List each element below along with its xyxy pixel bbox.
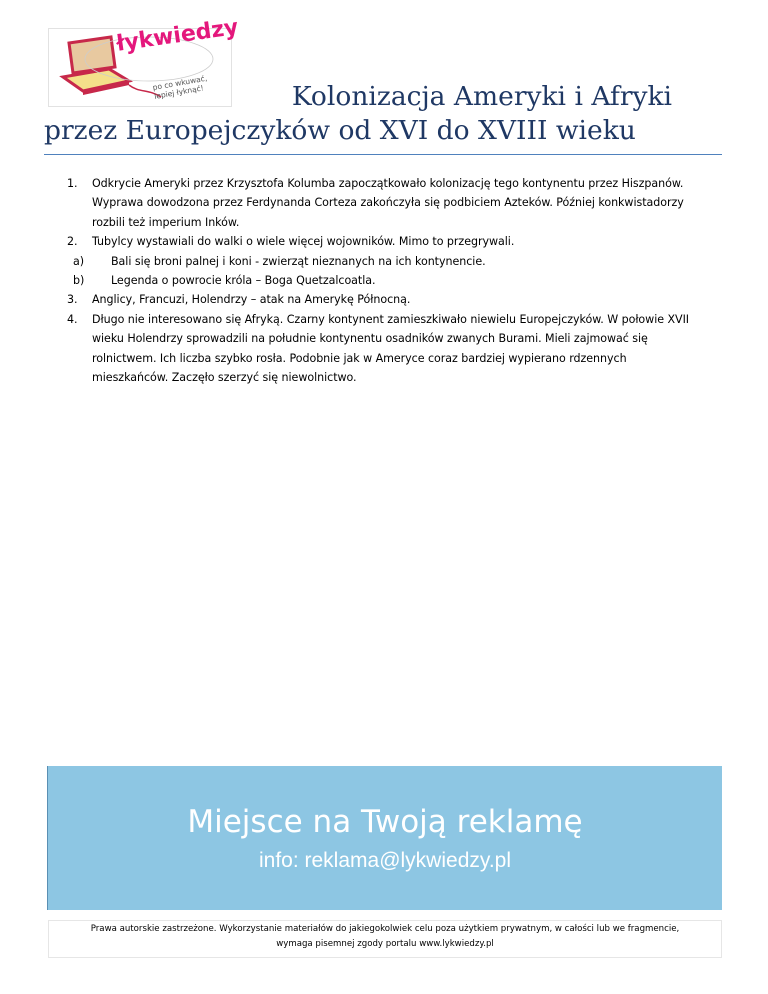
logo-slogan: po co wkuwać, lepiej łyknąć! [151, 73, 208, 101]
list-item: 4. Długo nie interesowano się Afryką. Czarny kontynent zamieszkiwało niewielu Europejczyków. W połowie XVII wieku Holendrzy sprowadzili na południe kontynentu osadników zwanych Burami. Mieli zajmować się rolnictwem. Ich liczba szybko rosła. Podobnie jak w Ameryce coraz bardziej wypierano rdzennych mieszkańców. Zaczęło szerzyć się niewolnictwo. [67, 312, 690, 385]
ad-contact-link[interactable]: info: reklama@lykwiedzy.pl [258, 849, 511, 872]
sub-list-item: a) Bali się broni palnej i koni - zwierząt nieznanych na ich kontynencie. [73, 254, 486, 268]
sub-list-item: b) Legenda o powrocie króla – Boga Quetzalcoatla. [73, 274, 376, 288]
ad-title: Miejsce na Twoją reklamę [187, 804, 583, 840]
ad-banner[interactable] [47, 766, 722, 910]
title-divider [44, 154, 722, 155]
page-title-line-2: przez Europejczyków od XVI do XVIII wieku [44, 115, 636, 146]
lesson-content [67, 174, 722, 387]
list-item: 3. Anglicy, Francuzi, Holendrzy – atak na Amerykę Północną. [67, 293, 411, 307]
logo-text: łykwiedzy [114, 14, 240, 57]
footer-line-2: wymaga pisemnej zgody portalu www.lykwiedzy.pl [276, 939, 494, 949]
page-title-line-1: Kolonizacja Ameryki i Afryki [291, 81, 672, 112]
list-item: 1. Odkrycie Ameryki przez Krzysztofa Kolumba zapoczątkowało kolonizację tego kontynentu przez Hiszpanów. Wyprawa dowodzona przez Ferdynanda Corteza zakończyła się podbiciem Azteków. Później konkwistadorzy rozbili też imperium Inków. [67, 177, 684, 229]
list-item: 2. Tubylcy wystawiali do walki o wiele więcej wojowników. Mimo to przegrywali. a) Bali się broni palnej i koni - zwierząt nieznanych na ich kontynencie. b) Legenda o powrocie króla – Boga Quetzalcoatla. [92, 232, 722, 290]
copyright-footer [48, 920, 722, 958]
footer-line-1: Prawa autorskie zastrzeżone. Wykorzystanie materiałów do jakiegokolwiek celu poza użytkiem prywatnym, w całości lub we fragmencie, [90, 924, 680, 934]
page-title [44, 80, 722, 148]
